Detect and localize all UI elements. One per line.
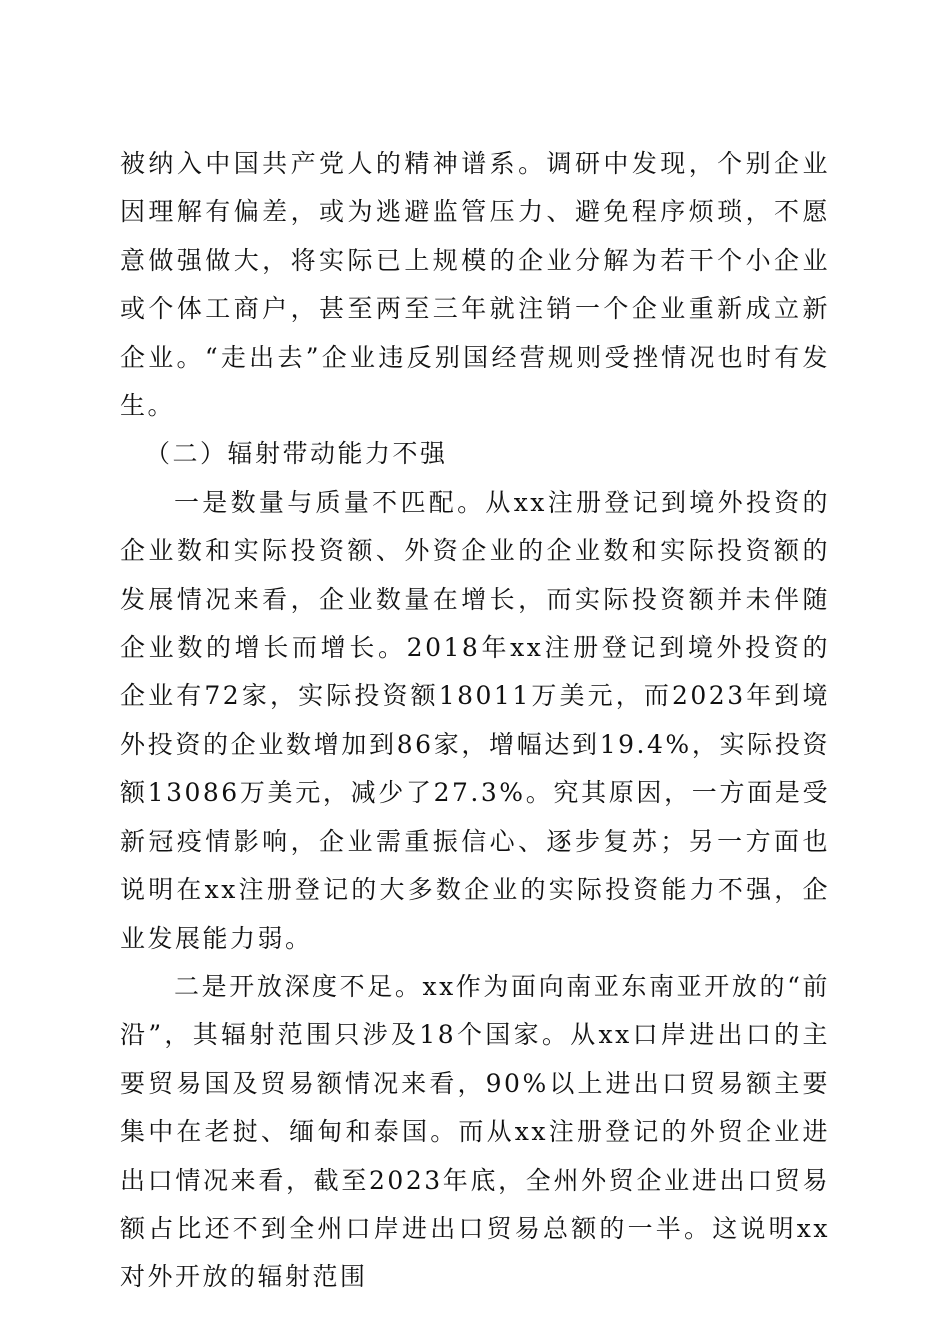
document-body xyxy=(120,140,830,1302)
paragraph-continued: 被纳入中国共产党人的精神谱系。调研中发现，个别企业因理解有偏差，或为逃避监管压力、避免程序烦琐，不愿意做强做大，将实际已上规模的企业分解为若干个小企业或个体工商户，甚至两至三年就注销一个企业重新成立新企业。“走出去”企业违反别国经营规则受挫情况也时有发生。 xyxy=(120,149,830,421)
paragraph-openness-depth: 二是开放深度不足。xx作为面向南亚东南亚开放的“前沿”，其辐射范围只涉及18个国家。从xx口岸进出口的主要贸易国及贸易额情况来看，90%以上进出口贸易额主要集中在老挝、缅甸和泰国。而从xx注册登记的外贸企业进出口情况来看，截至2023年底，全州外贸企业进出口贸易额占比还不到全州口岸进出口贸易总额的一半。这说明xx对外开放的辐射范围 xyxy=(120,971,830,1292)
section-heading: （二）辐射带动能力不强 xyxy=(145,439,448,469)
paragraph-quantity-quality: 一是数量与质量不匹配。从xx注册登记到境外投资的企业数和实际投资额、外资企业的企业数和实际投资额的发展情况来看，企业数量在增长，而实际投资额并未伴随企业数的增长而增长。2018年xx注册登记到境外投资的企业有72家，实际投资额18011万美元，而2023年到境外投资的企业数增加到86家，增幅达到19.4%，实际投资额13086万美元，减少了27.3%。究其原因，一方面是受新冠疫情影响，企业需重振信心、逐步复苏；另一方面也说明在xx注册登记的大多数企业的实际投资能力不强，企业发展能力弱。 xyxy=(120,487,830,953)
